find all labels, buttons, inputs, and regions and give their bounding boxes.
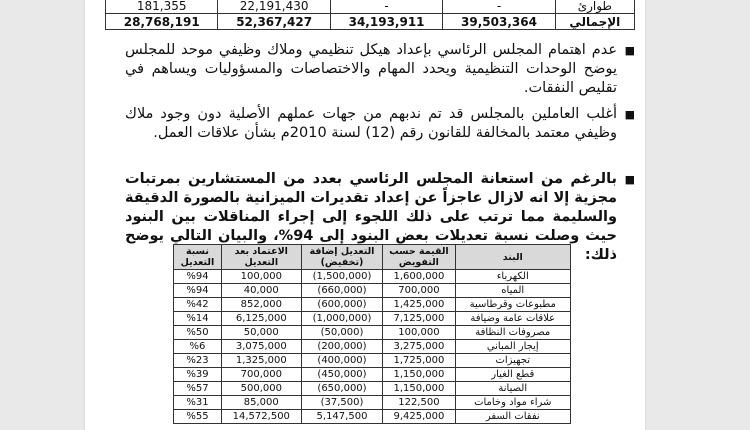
paragraph-text: بالرغم من استعانة المجلس الرئاسي بعدد من المستشارين بمرتبات مجزية إلا انه لازال عاجزاً عن إعداد تقديرات الميزانية بالصورة الدقيقة والسليمة مما ترتب على ذلك اللجوء إلى إجراء المناقلات بين البنود حيث وصلت نسبة تعديلات بعض البنود إلى 94%، والبيان التالي يوضح ذلك:	[125, 171, 617, 263]
table-cell: 181,355	[106, 0, 218, 14]
cell-adjust: (1,000,000)	[301, 312, 383, 326]
cell-item: نفقات السفر	[455, 410, 571, 424]
header-ratio: نسبة التعديل	[174, 245, 222, 270]
cell-item: الكهرباء	[455, 270, 571, 284]
table-row	[174, 298, 571, 312]
cell-value: 122,500	[383, 396, 455, 410]
cell-value: 1,725,000	[383, 354, 455, 368]
cell-approved: 100,000	[221, 270, 301, 284]
bullet-icon: ■	[624, 173, 635, 186]
budget-adjustments-table	[173, 244, 571, 424]
table-row	[174, 410, 571, 424]
cell-ratio: %55	[174, 410, 222, 424]
cell-ratio: %42	[174, 298, 222, 312]
cell-adjust: (660,000)	[301, 284, 383, 298]
table-row	[174, 326, 571, 340]
table-cell: 52,367,427	[218, 14, 330, 30]
cell-adjust: (450,000)	[301, 368, 383, 382]
cell-value: 100,000	[383, 326, 455, 340]
cell-approved: 1,325,000	[221, 354, 301, 368]
table-row	[106, 0, 635, 14]
cell-adjust: (1,500,000)	[301, 270, 383, 284]
table-row	[174, 382, 571, 396]
header-value: القيمة حسب التفويض	[383, 245, 455, 270]
cell-value: 3,275,000	[383, 340, 455, 354]
table-cell: الإجمالي	[555, 14, 634, 30]
cell-ratio: %57	[174, 382, 222, 396]
cell-approved: 40,000	[221, 284, 301, 298]
cell-item: تجهيزات	[455, 354, 571, 368]
table-row	[106, 14, 635, 30]
table-cell: -	[443, 0, 555, 14]
cell-approved: 700,000	[221, 368, 301, 382]
table-cell: 28,768,191	[106, 14, 218, 30]
table-row	[174, 270, 571, 284]
cell-item: مصروفات النظافة	[455, 326, 571, 340]
summary-table	[105, 0, 635, 30]
cell-item: علاقات عامة وضيافة	[455, 312, 571, 326]
table-row	[174, 368, 571, 382]
bullet-icon: ■	[624, 44, 635, 57]
cell-ratio: %23	[174, 354, 222, 368]
paragraph-2	[125, 105, 635, 143]
table-row	[174, 312, 571, 326]
cell-approved: 500,000	[221, 382, 301, 396]
cell-item: المياه	[455, 284, 571, 298]
header-approved: الاعتماد بعد التعديل	[221, 245, 301, 270]
document-page	[85, 0, 645, 430]
cell-value: 1,150,000	[383, 368, 455, 382]
cell-item: إيجار المباني	[455, 340, 571, 354]
cell-ratio: %39	[174, 368, 222, 382]
cell-approved: 50,000	[221, 326, 301, 340]
table-cell: 34,193,911	[330, 14, 442, 30]
cell-value: 1,425,000	[383, 298, 455, 312]
cell-value: 9,425,000	[383, 410, 455, 424]
cell-item: شراء مواد وخامات	[455, 396, 571, 410]
cell-item: الصيانة	[455, 382, 571, 396]
cell-ratio: %14	[174, 312, 222, 326]
header-adjust: التعديل إضافة (تخفيض)	[301, 245, 383, 270]
paragraph-1	[125, 41, 635, 98]
cell-ratio: %94	[174, 270, 222, 284]
cell-adjust: (50,000)	[301, 326, 383, 340]
cell-ratio: %31	[174, 396, 222, 410]
paragraph-text: عدم اهتمام المجلس الرئاسي بإعداد هيكل تنظيمي وملاك وظيفي موحد للمجلس يوضح الوحدات التنظيمية ويحدد المهام والاختصاصات والمسؤوليات ويساهم في تقليص النفقات.	[125, 42, 617, 96]
cell-ratio: %94	[174, 284, 222, 298]
cell-ratio: %6	[174, 340, 222, 354]
table-row	[174, 354, 571, 368]
cell-value: 7,125,000	[383, 312, 455, 326]
table-header-row	[174, 245, 571, 270]
table-row	[174, 396, 571, 410]
table-cell: 39,503,364	[443, 14, 555, 30]
cell-approved: 852,000	[221, 298, 301, 312]
cell-approved: 6,125,000	[221, 312, 301, 326]
table-cell: طوارئ	[555, 0, 634, 14]
table-cell: 22,191,430	[218, 0, 330, 14]
table-row	[174, 340, 571, 354]
cell-value: 700,000	[383, 284, 455, 298]
header-item: البند	[455, 245, 571, 270]
bullet-icon: ■	[624, 108, 635, 121]
cell-adjust: (400,000)	[301, 354, 383, 368]
cell-adjust: (650,000)	[301, 382, 383, 396]
paragraph-text: أغلب العاملين بالمجلس قد تم ندبهم من جهات عملهم الأصلية دون وجود ملاك وظيفي معتمد بالمخالفة للقانون رقم (12) لسنة 2010م بشأن علاقات العمل.	[125, 106, 617, 141]
cell-adjust: (200,000)	[301, 340, 383, 354]
cell-item: مطبوعات وقرطاسية	[455, 298, 571, 312]
cell-ratio: %50	[174, 326, 222, 340]
cell-adjust: (37,500)	[301, 396, 383, 410]
cell-item: قطع الغيار	[455, 368, 571, 382]
cell-approved: 14,572,500	[221, 410, 301, 424]
cell-approved: 3,075,000	[221, 340, 301, 354]
cell-approved: 85,000	[221, 396, 301, 410]
cell-adjust: 5,147,500	[301, 410, 383, 424]
cell-value: 1,150,000	[383, 382, 455, 396]
table-cell: -	[330, 0, 442, 14]
table-row	[174, 284, 571, 298]
cell-value: 1,600,000	[383, 270, 455, 284]
cell-adjust: (600,000)	[301, 298, 383, 312]
